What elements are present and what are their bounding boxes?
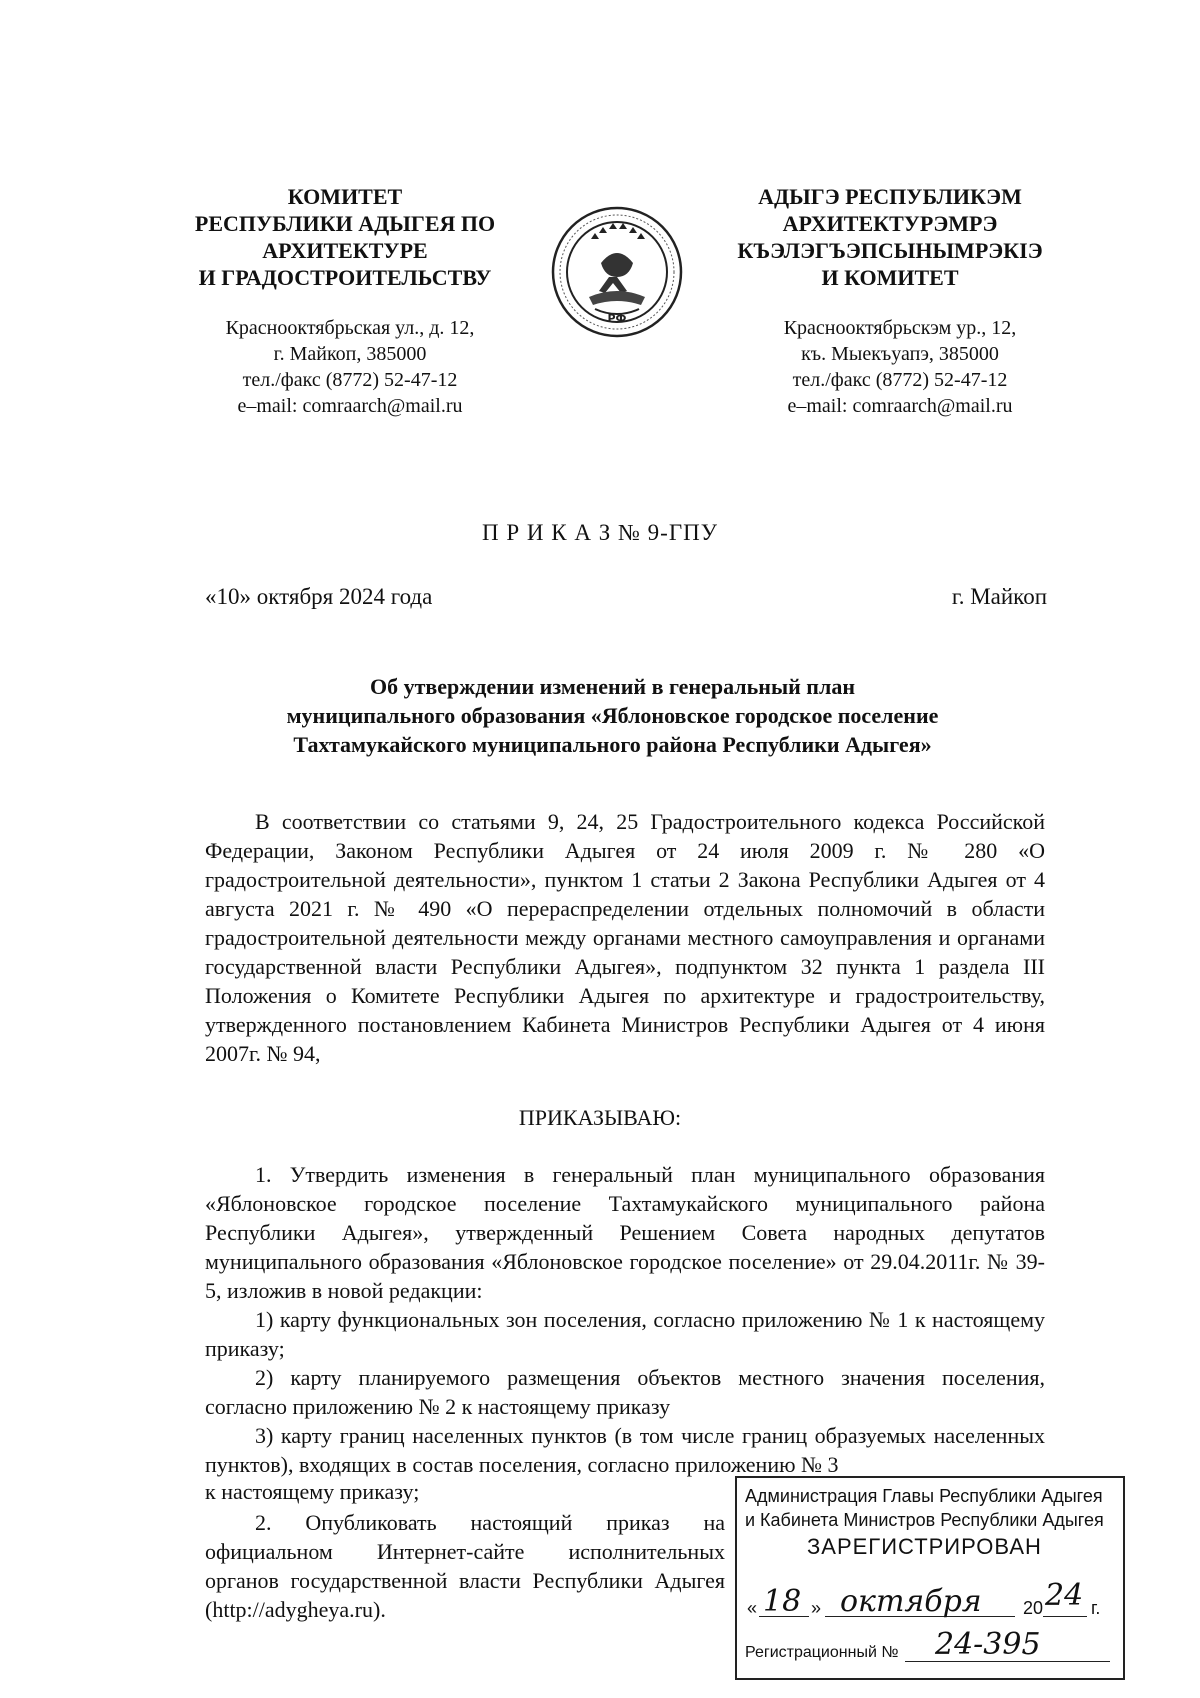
- order-item-1: 1. Утвердить изменения в генеральный план муниципального образования «Яблоновское городское поселение Тахтамукайского муниципального района Республики Адыгея», утвержденный Решением Совета народных депутатов муниципального образования «Яблоновское городское поселение» от 29.04.2011г. № 39-5, изложив в новой редакции:: [205, 1162, 1045, 1303]
- stamp-org-line: Администрация Главы Республики Адыгея: [745, 1486, 1103, 1506]
- order-subject: [180, 672, 1045, 759]
- issuer-line: РЕСПУБЛИКИ АДЫГЕЯ ПО: [194, 211, 496, 236]
- issuer-line: АРХИТЕКТУРЕ: [262, 238, 428, 263]
- issuer-name-ru: [150, 183, 540, 291]
- issuer-line: И КОМИТЕТ: [821, 265, 959, 290]
- issuer-line: АРХИТЕКТУРЭМРЭ: [782, 211, 998, 236]
- subject-line: Об утверждении изменений в генеральный план: [369, 674, 855, 699]
- subject-line: Тахтамукайского муниципального района Республики Адыгея»: [293, 732, 932, 757]
- stamp-number-row: [745, 1627, 1115, 1670]
- order-city: г. Майкоп: [951, 584, 1047, 609]
- stamp-year-prefix: 20: [1023, 1598, 1044, 1618]
- orders-heading: ПРИКАЗЫВАЮ:: [518, 1105, 682, 1130]
- stamp-registered-label: ЗАРЕГИСТРИРОВАН: [807, 1534, 1042, 1559]
- preamble-paragraph: В соответствии со статьями 9, 24, 25 Градостроительного кодекса Российской Федерации, Законом Республики Адыгея от 24 июля 2009 г. № 280 «О градостроительной деятельности», пунктом 1 статьи 2 Закона Республики Адыгея от 4 августа 2021 г. № 490 «О перераспределении отдельных полномочий в области градостроительной деятельности между органами местного самоуправления и органами государственной власти Республики Адыгея», подпунктом 32 пункта 1 раздела III Положения о Комитете Республики Адыгея по архитектуре и градостроительству, утвержденного постановлением Кабинета Министров Республики Адыгея от 4 июня 2007г. № 94,: [205, 809, 1045, 1066]
- stamp-year: 24: [1045, 1578, 1084, 1613]
- stamp-quote-open: «: [747, 1598, 758, 1618]
- address-line: г. Майкоп, 385000: [273, 343, 427, 365]
- address-line: e–mail: comraarch@mail.ru: [237, 395, 463, 417]
- stamp-org-line: и Кабинета Министров Республики Адыгея: [745, 1510, 1104, 1530]
- issuer-address-ru: [170, 315, 530, 419]
- address-line: тел./факс (8772) 52-47-12: [242, 369, 458, 391]
- order-subitem-3-end: к настоящему приказу;: [205, 1479, 420, 1504]
- address-line: e–mail: comraarch@mail.ru: [787, 395, 1013, 417]
- stamp-date-row: [745, 1578, 1115, 1623]
- stamp-month: октября: [840, 1584, 982, 1619]
- issuer-name-ady: [700, 183, 1080, 291]
- issuer-line: АДЫГЭ РЕСПУБЛИКЭМ: [758, 184, 1022, 209]
- issuer-line: И ГРАДОСТРОИТЕЛЬСТВУ: [198, 265, 492, 290]
- subject-line: муниципального образования «Яблоновское городское поселение: [286, 703, 939, 728]
- issuer-line: КОМИТЕТ: [287, 184, 403, 209]
- issuer-address-ady: [720, 315, 1080, 419]
- registration-stamp: [735, 1476, 1125, 1680]
- order-title: П Р И К А З № 9-ГПУ: [481, 520, 719, 545]
- order-subitem-1: 1) карту функциональных зон поселения, согласно приложению № 1 к настоящему приказу;: [205, 1307, 1045, 1361]
- order-item-2: 2. Опубликовать настоящий приказ на официальном Интернет-сайте исполнительных органов государственной власти Республики Адыгея (http://adygheya.ru).: [205, 1510, 725, 1622]
- emblem-text: РФ: [607, 312, 627, 325]
- address-line: Краснооктябрьскэм ур., 12,: [783, 317, 1017, 339]
- issuer-line: КЪЭЛЭГЪЭПСЫНЫМРЭКIЭ: [737, 238, 1043, 263]
- order-date: «10» октября 2024 года: [205, 584, 433, 609]
- address-line: къ. Мыекъуапэ, 385000: [801, 343, 999, 365]
- stamp-reg-number: 24-395: [935, 1627, 1041, 1662]
- order-subitem-2: 2) карту планируемого размещения объектов местного значения поселения, согласно приложению № 2 к настоящему приказу: [205, 1365, 1045, 1419]
- order-subitem-3: 3) карту границ населенных пунктов (в том числе границ образуемых населенных пунктов), входящих в состав поселения, согласно приложению № 3: [205, 1423, 1045, 1477]
- address-line: Краснооктябрьская ул., д. 12,: [225, 317, 475, 339]
- stamp-day: 18: [763, 1584, 802, 1619]
- stamp-year-end: г.: [1091, 1598, 1101, 1618]
- stamp-quote-close: »: [811, 1598, 822, 1618]
- coat-of-arms-icon: [549, 205, 685, 339]
- address-line: тел./факс (8772) 52-47-12: [792, 369, 1008, 391]
- stamp-reg-label: Регистрационный №: [745, 1644, 899, 1661]
- stamp-organization: [745, 1484, 1104, 1532]
